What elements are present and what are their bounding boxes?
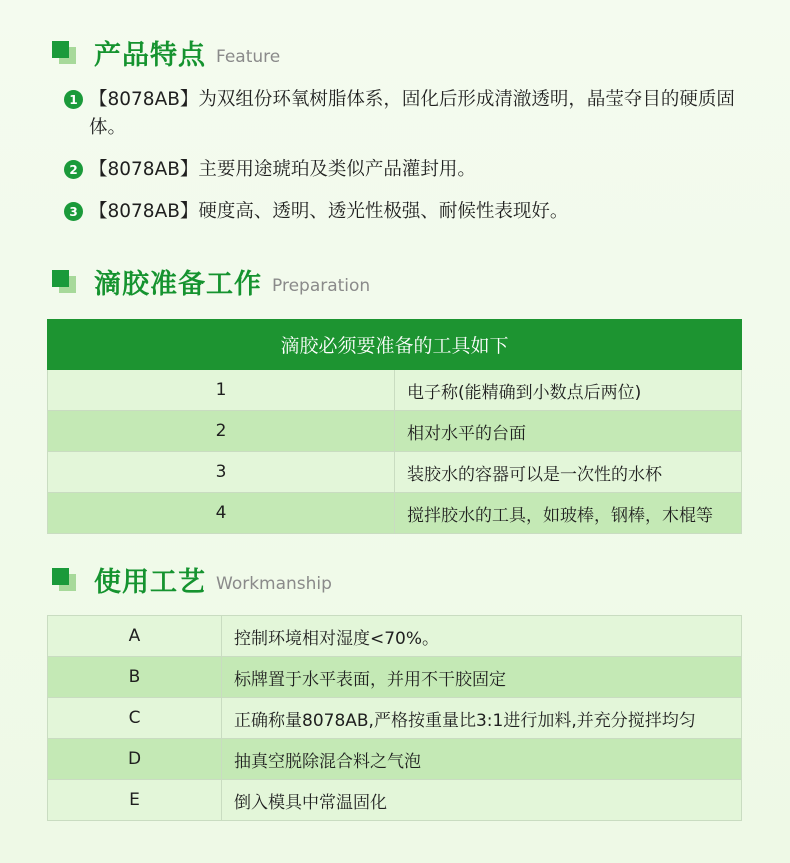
feature-text: 【8078AB】主要用途琥珀及类似产品灌封用。: [89, 159, 476, 180]
table-row: [48, 698, 742, 739]
row-key: 3: [48, 452, 395, 493]
number-badge-icon: 3: [64, 202, 83, 221]
number-badge-icon: 2: [64, 160, 83, 179]
row-key: C: [48, 698, 222, 739]
row-value: 抽真空脱除混合料之气泡: [222, 739, 742, 780]
feature-section-title: [52, 33, 280, 72]
feature-item: [64, 198, 764, 226]
row-key: 1: [48, 370, 395, 411]
table-row: [48, 493, 742, 534]
feature-title-cn: 产品特点: [94, 40, 206, 71]
row-key: E: [48, 780, 222, 821]
feature-text: 【8078AB】为双组份环氧树脂体系，固化后形成清澈透明，晶莹夺目的硬质固体。: [89, 89, 735, 138]
row-key: D: [48, 739, 222, 780]
table-row: [48, 616, 742, 657]
prep-title-en: Preparation: [272, 275, 371, 296]
table-row: [48, 657, 742, 698]
work-table: [47, 615, 742, 821]
square-bullet-icon: [52, 568, 78, 592]
row-value: 搅拌胶水的工具，如玻棒，钢棒，木棍等: [395, 493, 742, 534]
table-row: [48, 370, 742, 411]
table-row: [48, 452, 742, 493]
row-key: 4: [48, 493, 395, 534]
feature-item: [64, 86, 764, 142]
row-key: B: [48, 657, 222, 698]
feature-title-en: Feature: [216, 46, 281, 67]
feature-item: [64, 156, 764, 184]
row-value: 正确称量8078AB,严格按重量比3:1进行加料,并充分搅拌均匀: [222, 698, 742, 739]
feature-text: 【8078AB】硬度高、透明、透光性极强、耐候性表现好。: [89, 201, 569, 222]
work-title-en: Workmanship: [216, 573, 332, 594]
table-row: [48, 411, 742, 452]
row-value: 标牌置于水平表面，并用不干胶固定: [222, 657, 742, 698]
prep-section-title: [52, 262, 370, 301]
number-badge-icon: 1: [64, 90, 83, 109]
prep-table-header: 滴胶必须要准备的工具如下: [48, 320, 742, 370]
square-bullet-icon: [52, 41, 78, 65]
work-title-cn: 使用工艺: [94, 567, 206, 598]
row-key: A: [48, 616, 222, 657]
table-row: [48, 780, 742, 821]
row-value: 电子称(能精确到小数点后两位): [395, 370, 742, 411]
prep-title-cn: 滴胶准备工作: [94, 269, 262, 300]
feature-list: [64, 86, 764, 240]
row-value: 控制环境相对湿度<70%。: [222, 616, 742, 657]
row-value: 装胶水的容器可以是一次性的水杯: [395, 452, 742, 493]
work-section-title: [52, 560, 332, 599]
prep-table: [47, 319, 742, 534]
row-key: 2: [48, 411, 395, 452]
row-value: 倒入模具中常温固化: [222, 780, 742, 821]
square-bullet-icon: [52, 270, 78, 294]
row-value: 相对水平的台面: [395, 411, 742, 452]
table-row: [48, 739, 742, 780]
